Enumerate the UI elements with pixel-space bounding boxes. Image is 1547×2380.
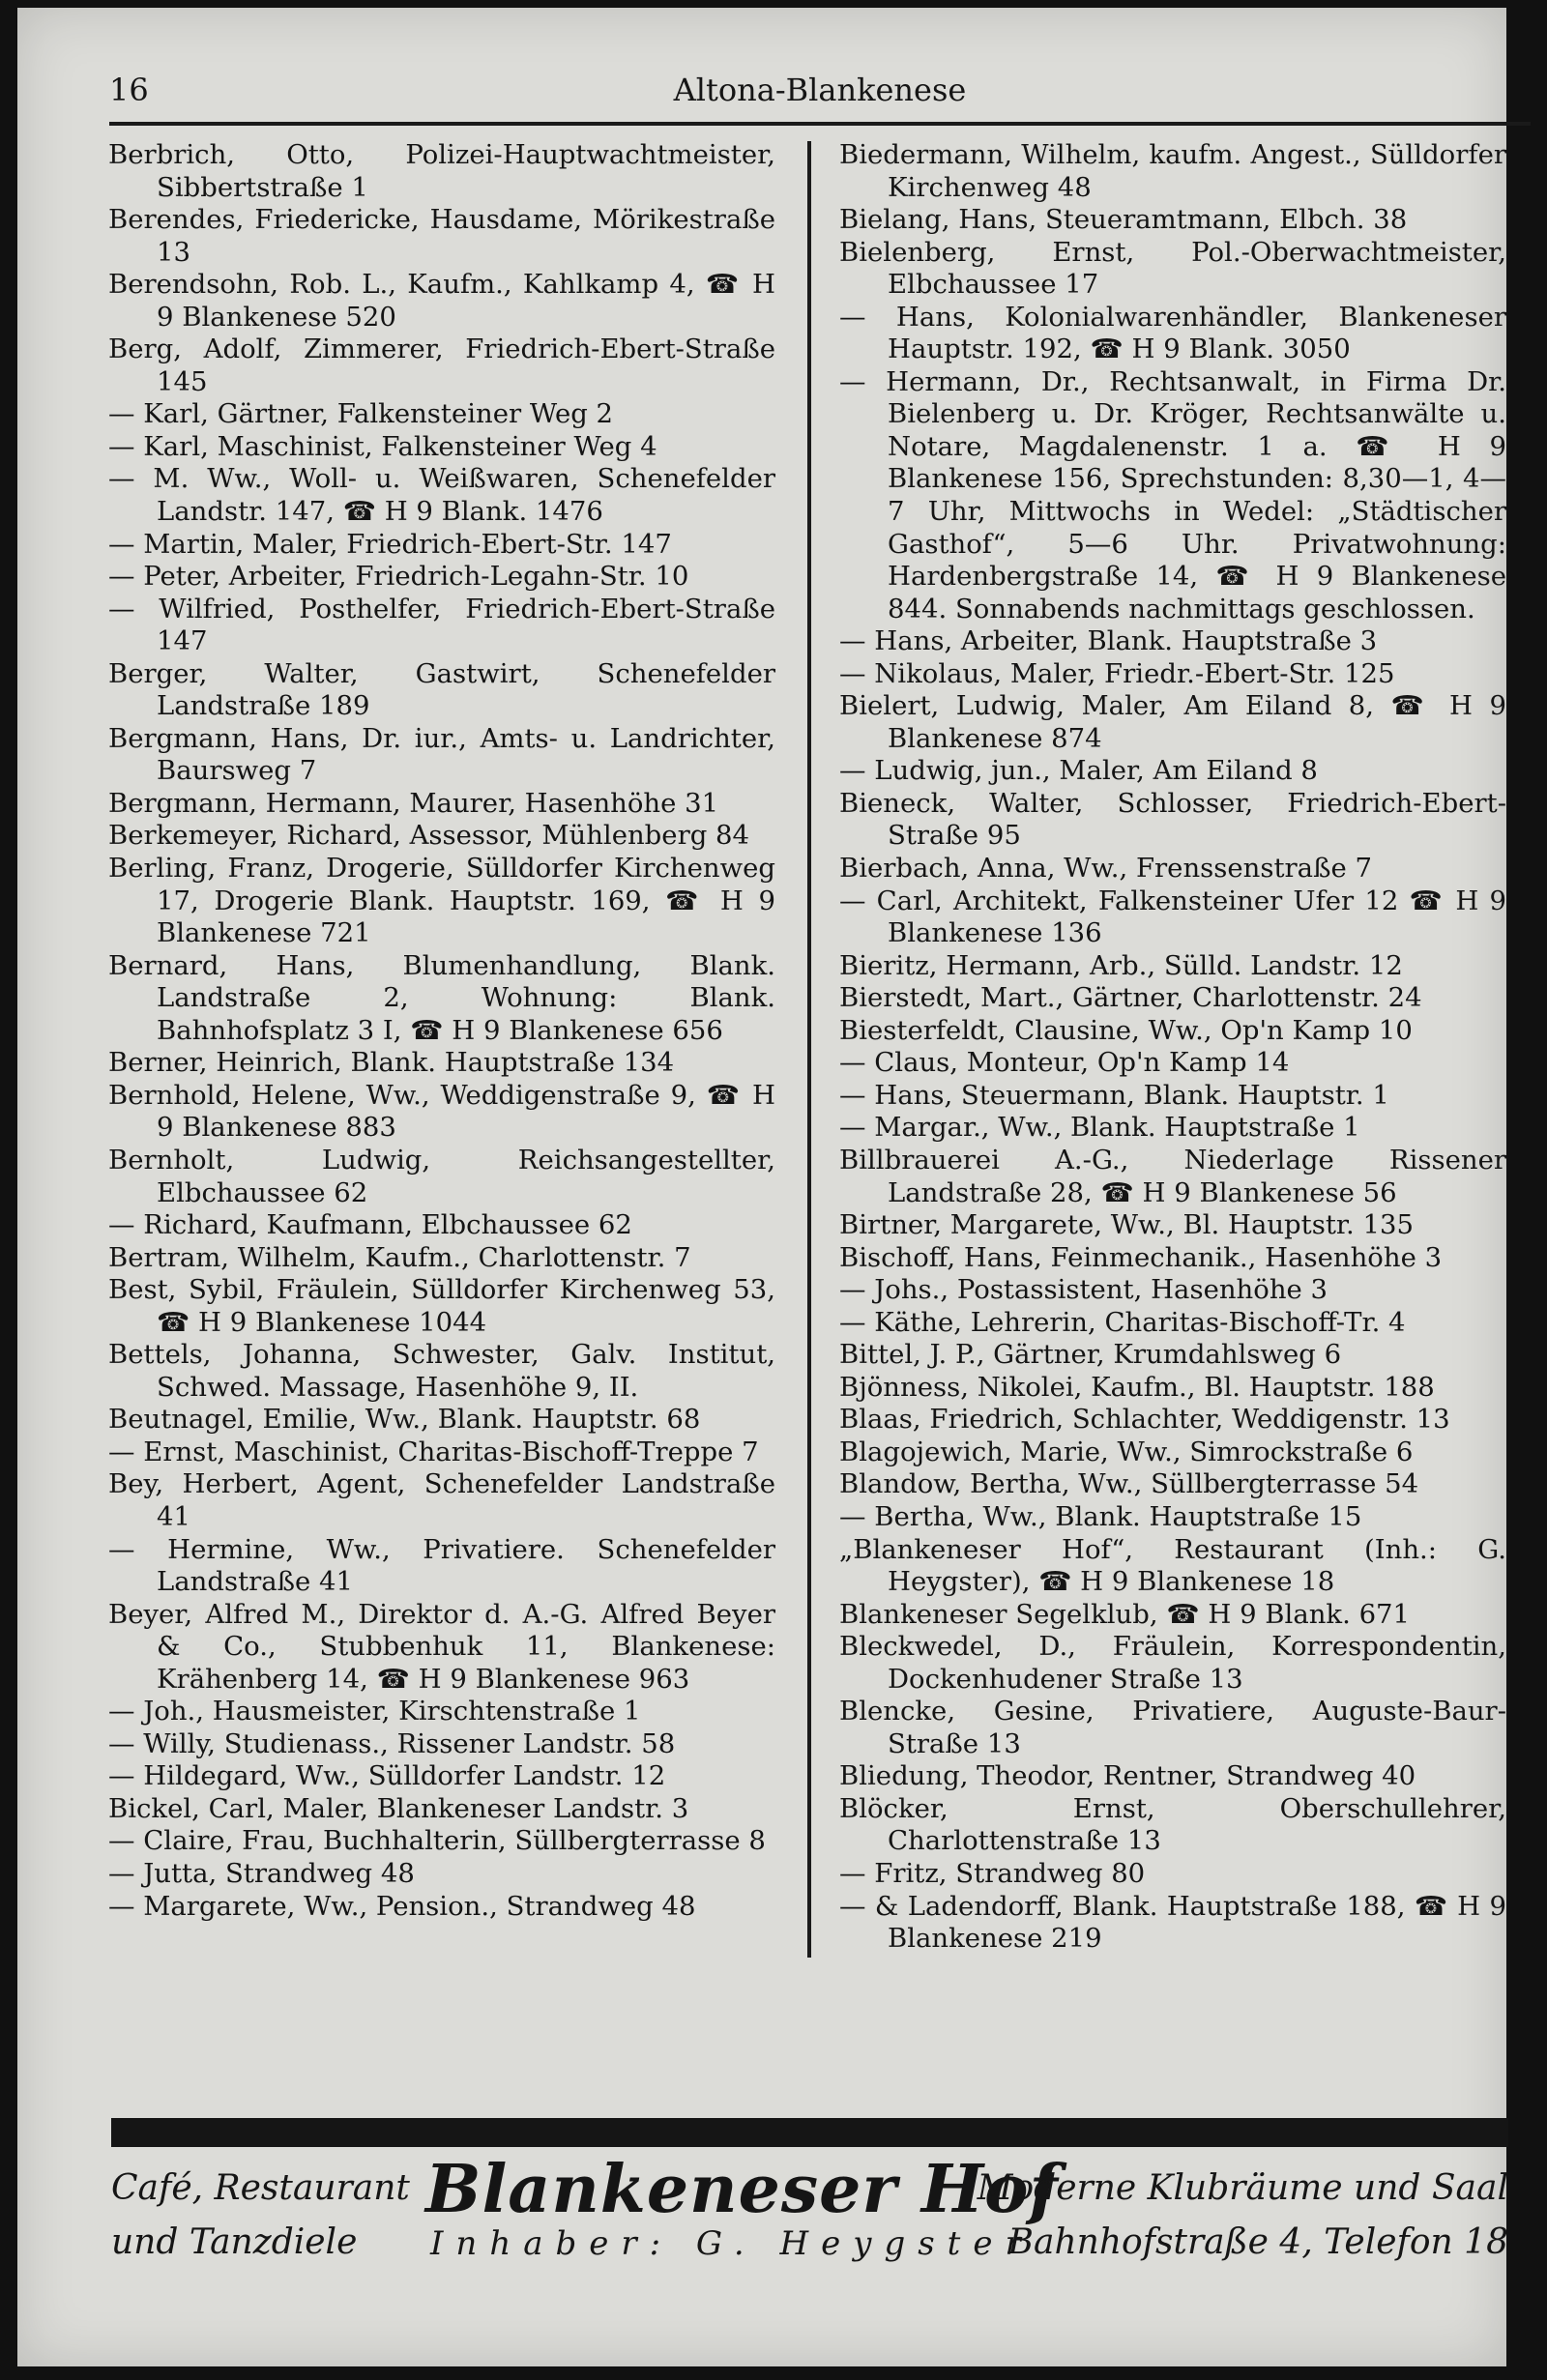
- directory-entry: Blaas, Friedrich, Schlachter, Weddigenstr. 13: [839, 1404, 1450, 1436]
- directory-entry: — Margarete, Ww., Pension., Strandweg 48: [108, 1890, 696, 1922]
- directory-entry: Bey, Herbert, Agent, Schenefelder Landstraße 41: [108, 1468, 775, 1532]
- directory-entry: Bernhold, Helene, Ww., Weddigenstraße 9, ☎ H 9 Blankenese 883: [108, 1079, 775, 1144]
- column-divider: [807, 141, 811, 1958]
- directory-entry: Berg, Adolf, Zimmerer, Friedrich-Ebert-Straße 145: [108, 334, 775, 397]
- separator-bar: [111, 2118, 1508, 2147]
- ad-right-line1: Moderne Klubräume und Saal: [977, 2168, 1508, 2208]
- directory-entry: Beyer, Alfred M., Direktor d. A.-G. Alfred Beyer & Co., Stubbenhuk 11, Blankenese: Krähenberg 14, ☎ H 9 Blankenese 963: [108, 1598, 775, 1695]
- directory-entry: — Joh., Hausmeister, Kirschtenstraße 1: [108, 1696, 641, 1727]
- directory-entry: Bickel, Carl, Maler, Blankeneser Landstr. 3: [108, 1792, 689, 1824]
- right-column: [839, 139, 1506, 1956]
- directory-entry: — Hans, Arbeiter, Blank. Hauptstraße 3: [839, 625, 1378, 657]
- directory-entry: Blankeneser Segelklub, ☎ H 9 Blank. 671: [839, 1598, 1411, 1630]
- directory-entry: — Claire, Frau, Buchhalterin, Süllbergterrasse 8: [108, 1825, 766, 1857]
- ad-right-line2: Bahnhofstraße 4, Telefon 18: [1007, 2222, 1508, 2262]
- directory-entry: Bjönness, Nikolei, Kaufm., Bl. Hauptstr. 188: [839, 1371, 1435, 1403]
- directory-entry: Berendes, Friedericke, Hausdame, Mörikestraße 13: [108, 204, 775, 268]
- directory-entry: — Ernst, Maschinist, Charitas-Bischoff-Treppe 7: [108, 1436, 759, 1467]
- directory-entry: — Bertha, Ww., Blank. Hauptstraße 15: [839, 1500, 1362, 1532]
- ad-left-line1: Café, Restaurant: [111, 2168, 410, 2208]
- directory-entry: Bernholt, Ludwig, Reichsangestellter, Elbchaussee 62: [108, 1144, 775, 1208]
- directory-entry: — Johs., Postassistent, Hasenhöhe 3: [839, 1274, 1328, 1306]
- directory-entry: Berbrich, Otto, Polizei-Hauptwachtmeister, Sibbertstraße 1: [108, 139, 775, 203]
- directory-entry: — Nikolaus, Maler, Friedr.-Ebert-Str. 125: [839, 657, 1395, 689]
- directory-entry: — Ludwig, jun., Maler, Am Eiland 8: [839, 755, 1318, 787]
- directory-entry: Bieneck, Walter, Schlosser, Friedrich-Ebert-Straße 95: [839, 787, 1506, 852]
- directory-entry: Best, Sybil, Fräulein, Sülldorfer Kirchenweg 53, ☎ H 9 Blankenese 1044: [108, 1274, 775, 1338]
- directory-entry: — Fritz, Strandweg 80: [839, 1857, 1146, 1889]
- directory-entry: — Hermann, Dr., Rechtsanwalt, in Firma Dr. Bielenberg u. Dr. Kröger, Rechtsanwälte u. Notare, Magdalenenstr. 1 a. ☎ H 9 Blankenese 156, Sprechstunden: 8,30—1, 4—7 Uhr, Mittwochs in Wedel: „Städtischer Gasthof“, 5—6 Uhr. Privatwohnung: Hardenbergstraße 14, ☎ H 9 Blankenese 844. Sonnabends nachmittags geschlossen.: [839, 365, 1506, 624]
- directory-entry: — Richard, Kaufmann, Elbchaussee 62: [108, 1209, 632, 1241]
- directory-entry: Biedermann, Wilhelm, kaufm. Angest., Sülldorfer Kirchenweg 48: [839, 139, 1506, 203]
- directory-entry: Blencke, Gesine, Privatiere, Auguste-Baur-Straße 13: [839, 1696, 1506, 1759]
- directory-entry: Berger, Walter, Gastwirt, Schenefelder Landstraße 189: [108, 657, 775, 722]
- directory-entry: — Margar., Ww., Blank. Hauptstraße 1: [839, 1112, 1360, 1144]
- directory-entry: Bittel, J. P., Gärtner, Krumdahlsweg 6: [839, 1339, 1342, 1371]
- directory-entry: Biesterfeldt, Clausine, Ww., Op'n Kamp 10: [839, 1014, 1413, 1046]
- page-header: [109, 68, 1531, 126]
- page-number: 16: [109, 72, 149, 108]
- advertisement: [111, 2151, 1508, 2275]
- directory-entry: — Hildegard, Ww., Sülldorfer Landstr. 12: [108, 1760, 666, 1792]
- directory-entry: Beutnagel, Emilie, Ww., Blank. Hauptstr. 68: [108, 1404, 701, 1436]
- directory-entry: — Käthe, Lehrerin, Charitas-Bischoff-Tr. 4: [839, 1306, 1406, 1338]
- directory-entry: Billbrauerei A.-G., Niederlage Rissener Landstraße 28, ☎ H 9 Blankenese 56: [839, 1144, 1506, 1208]
- directory-entry: — Karl, Gärtner, Falkensteiner Weg 2: [108, 398, 614, 430]
- directory-entry: „Blankeneser Hof“, Restaurant (Inh.: G. Heygster), ☎ H 9 Blankenese 18: [839, 1533, 1506, 1598]
- page-title: Altona-Blankenese: [673, 72, 967, 108]
- directory-entry: Bierbach, Anna, Ww., Frenssenstraße 7: [839, 853, 1372, 885]
- ad-brand: Blankeneser Hof: [425, 2151, 1059, 2228]
- directory-entry: Berendsohn, Rob. L., Kaufm., Kahlkamp 4, ☎ H 9 Blankenese 520: [108, 269, 775, 333]
- directory-entry: — Claus, Monteur, Op'n Kamp 14: [839, 1047, 1290, 1079]
- directory-entry: Bernard, Hans, Blumenhandlung, Blank. Landstraße 2, Wohnung: Blank. Bahnhofsplatz 3 I, ☎ H 9 Blankenese 656: [108, 949, 775, 1046]
- directory-entry: — Willy, Studienass., Rissener Landstr. 58: [108, 1727, 676, 1759]
- directory-entry: Bergmann, Hermann, Maurer, Hasenhöhe 31: [108, 787, 719, 819]
- directory-entry: — Carl, Architekt, Falkensteiner Ufer 12 ☎ H 9 Blankenese 136: [839, 885, 1506, 949]
- directory-entry: — Jutta, Strandweg 48: [108, 1857, 415, 1889]
- directory-entry: — Hans, Steuermann, Blank. Hauptstr. 1: [839, 1079, 1389, 1111]
- directory-entry: — Hans, Kolonialwarenhändler, Blankeneser Hauptstr. 192, ☎ H 9 Blank. 3050: [839, 301, 1506, 365]
- directory-entry: Bischoff, Hans, Feinmechanik., Hasenhöhe 3: [839, 1241, 1443, 1273]
- left-column: [108, 139, 775, 1923]
- directory-entry: Bleckwedel, D., Fräulein, Korrespondentin, Dockenhudener Straße 13: [839, 1631, 1506, 1695]
- ad-owner: Inhaber: G. Heygster: [430, 2224, 1034, 2263]
- directory-entry: — & Ladendorff, Blank. Hauptstraße 188, ☎ H 9 Blankenese 219: [839, 1890, 1506, 1955]
- directory-entry: Bielang, Hans, Steueramtmann, Elbch. 38: [839, 204, 1408, 236]
- directory-entry: Bliedung, Theodor, Rentner, Strandweg 40: [839, 1760, 1416, 1792]
- directory-entry: Berkemeyer, Richard, Assessor, Mühlenberg 84: [108, 820, 750, 852]
- directory-entry: Bierstedt, Mart., Gärtner, Charlottenstr. 24: [839, 982, 1422, 1014]
- directory-entry: Bettels, Johanna, Schwester, Galv. Institut, Schwed. Massage, Hasenhöhe 9, II.: [108, 1339, 775, 1403]
- directory-entry: — M. Ww., Woll- u. Weißwaren, Schenefelder Landstr. 147, ☎ H 9 Blank. 1476: [108, 463, 775, 528]
- directory-entry: Bielenberg, Ernst, Pol.-Oberwachtmeister, Elbchaussee 17: [839, 236, 1506, 301]
- directory-entry: — Martin, Maler, Friedrich-Ebert-Str. 147: [108, 528, 672, 560]
- directory-entry: Blandow, Bertha, Ww., Süllbergterrasse 54: [839, 1468, 1419, 1500]
- directory-page: [17, 8, 1506, 2366]
- directory-entry: Blöcker, Ernst, Oberschullehrer, Charlottenstraße 13: [839, 1792, 1506, 1857]
- directory-entry: Blagojewich, Marie, Ww., Simrockstraße 6: [839, 1436, 1414, 1467]
- directory-entry: — Karl, Maschinist, Falkensteiner Weg 4: [108, 430, 657, 462]
- ad-left-line2: und Tanzdiele: [111, 2222, 358, 2262]
- directory-entry: — Peter, Arbeiter, Friedrich-Legahn-Str. 10: [108, 561, 689, 593]
- directory-entry: Bieritz, Hermann, Arb., Sülld. Landstr. 12: [839, 949, 1403, 981]
- directory-entry: Bielert, Ludwig, Maler, Am Eiland 8, ☎ H 9 Blankenese 874: [839, 690, 1506, 754]
- directory-entry: — Wilfried, Posthelfer, Friedrich-Ebert-Straße 147: [108, 593, 775, 657]
- directory-entry: Bertram, Wilhelm, Kaufm., Charlottenstr. 7: [108, 1241, 691, 1273]
- directory-entry: Birtner, Margarete, Ww., Bl. Hauptstr. 135: [839, 1209, 1414, 1241]
- directory-entry: Berner, Heinrich, Blank. Hauptstraße 134: [108, 1047, 675, 1079]
- directory-entry: Bergmann, Hans, Dr. iur., Amts- u. Landrichter, Baursweg 7: [108, 722, 775, 787]
- directory-entry: — Hermine, Ww., Privatiere. Schenefelder Landstraße 41: [108, 1533, 775, 1598]
- directory-entry: Berling, Franz, Drogerie, Sülldorfer Kirchenweg 17, Drogerie Blank. Hauptstr. 169, ☎ H 9 Blankenese 721: [108, 853, 775, 949]
